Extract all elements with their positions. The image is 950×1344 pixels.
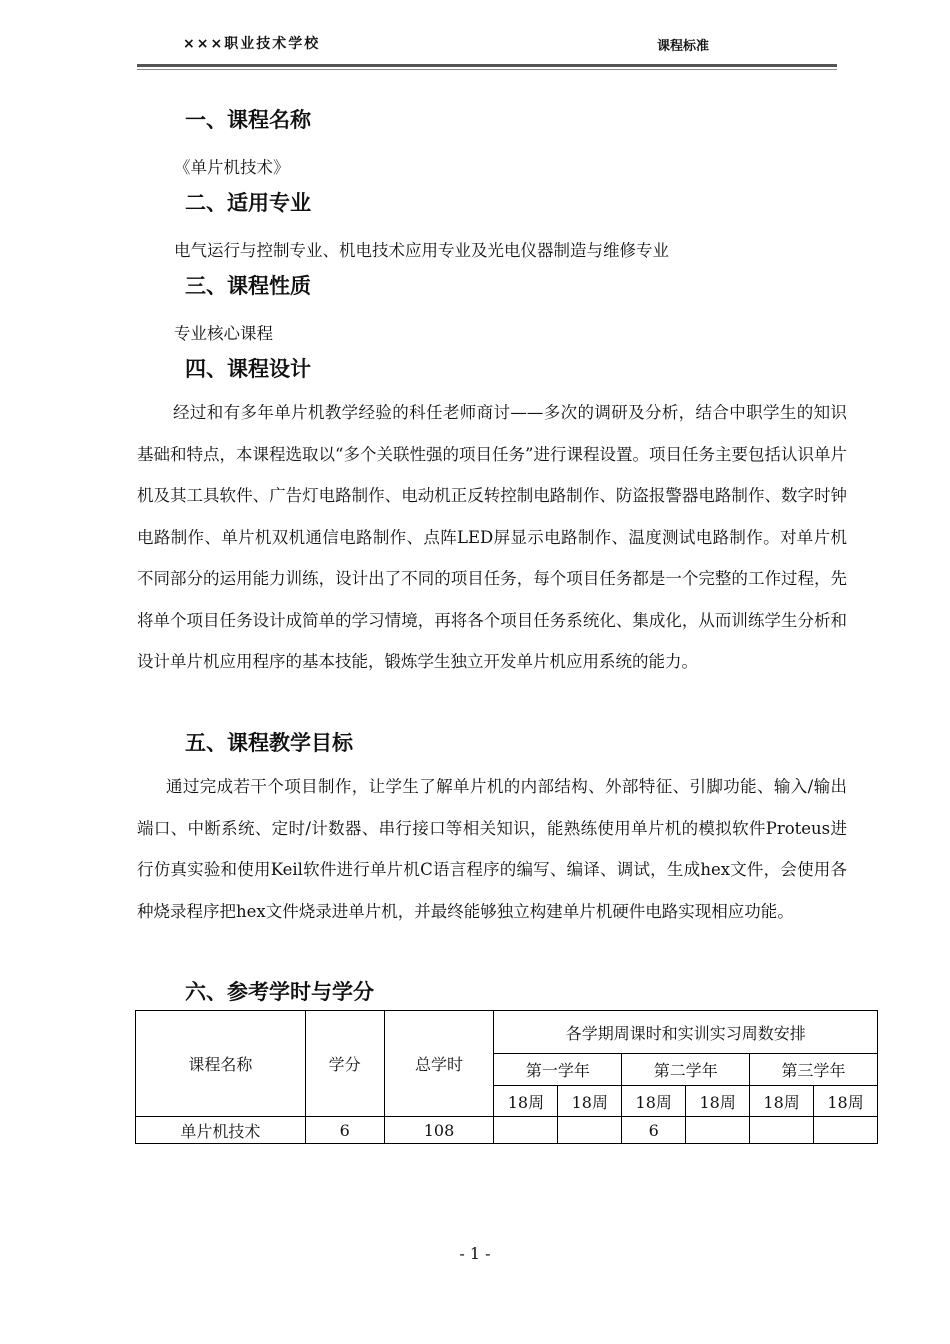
table-header-term-1: 18周 [494,1086,558,1117]
table-header-term-4: 18周 [686,1086,750,1117]
section-heading-objectives: 五、课程教学目标 [185,731,353,755]
section-body-nature: 专业核心课程 [174,324,273,343]
table-cell-term-6 [814,1117,878,1144]
table-cell-course: 单片机技术 [136,1117,306,1144]
hours-credits-table [135,1010,878,1144]
section-heading-course-name: 一、课程名称 [185,108,311,132]
table-header-total-hours: 总学时 [384,1011,494,1117]
table-cell-term-1 [494,1117,558,1144]
table-header-schedule: 各学期周课时和实训实习周数安排 [494,1011,878,1054]
section-heading-majors: 二、适用专业 [185,191,311,215]
section-body-majors: 电气运行与控制专业、机电技术应用专业及光电仪器制造与维修专业 [174,241,669,260]
section-body-course-name: 《单片机技术》 [174,158,290,177]
table-header-term-5: 18周 [750,1086,814,1117]
header-document-type: 课程标准 [657,39,710,54]
section-heading-design: 四、课程设计 [185,357,311,381]
table-cell-term-2 [558,1117,622,1144]
table-header-term-6: 18周 [814,1086,878,1117]
table-header-year-2: 第二学年 [622,1054,750,1086]
table-cell-term-4 [686,1117,750,1144]
section-body-objectives: 通过完成若干个项目制作，让学生了解单片机的内部结构、外部特征、引脚功能、输入/输出端口、中断系统、定时/计数器、串行接口等相关知识，能熟练使用单片机的模拟软件Proteus进行仿真实验和使用Keil软件进行单片机C语言程序的编写、编译、调试，生成hex文件，会使用各种烧录程序把hex文件烧录进单片机，并最终能够独立构建单片机硬件电路实现相应功能。 [137,777,847,921]
table-cell-term-5 [750,1117,814,1144]
table-header-term-2: 18周 [558,1086,622,1117]
table-cell-hours: 108 [384,1117,494,1144]
section-heading-nature: 三、课程性质 [185,274,311,298]
header-rule [137,64,837,67]
table-cell-term-3: 6 [622,1117,686,1144]
table-cell-credit: 6 [305,1117,384,1144]
table-header-credit: 学分 [305,1011,384,1117]
header-school-name: ×××职业技术学校 [183,36,321,52]
section-heading-hours-credits: 六、参考学时与学分 [185,980,374,1004]
section-body-design: 经过和有多年单片机教学经验的科任老师商讨——多次的调研及分析，结合中职学生的知识基础和特点，本课程选取以“多个关联性强的项目任务”进行课程设置。项目任务主要包括认识单片机及其工具软件、广告灯电路制作、电动机正反转控制电路制作、防盗报警器电路制作、数字时钟电路制作、单片机双机通信电路制作、点阵LED屏显示电路制作、温度测试电路制作。对单片机不同部分的运用能力训练，设计出了不同的项目任务，每个项目任务都是一个完整的工作过程，先将单个项目任务设计成简单的学习情境，再将各个项目任务系统化、集成化，从而训练学生分析和设计单片机应用程序的基本技能，锻炼学生独立开发单片机应用系统的能力。 [137,403,847,671]
table-header-course-name: 课程名称 [136,1011,306,1117]
header-rule-thin [137,69,837,70]
table-header-term-3: 18周 [622,1086,686,1117]
table-header-year-3: 第三学年 [750,1054,878,1086]
table-row [136,1117,878,1144]
page-number: - 1 - [459,1244,491,1263]
table-header-year-1: 第一学年 [494,1054,622,1086]
